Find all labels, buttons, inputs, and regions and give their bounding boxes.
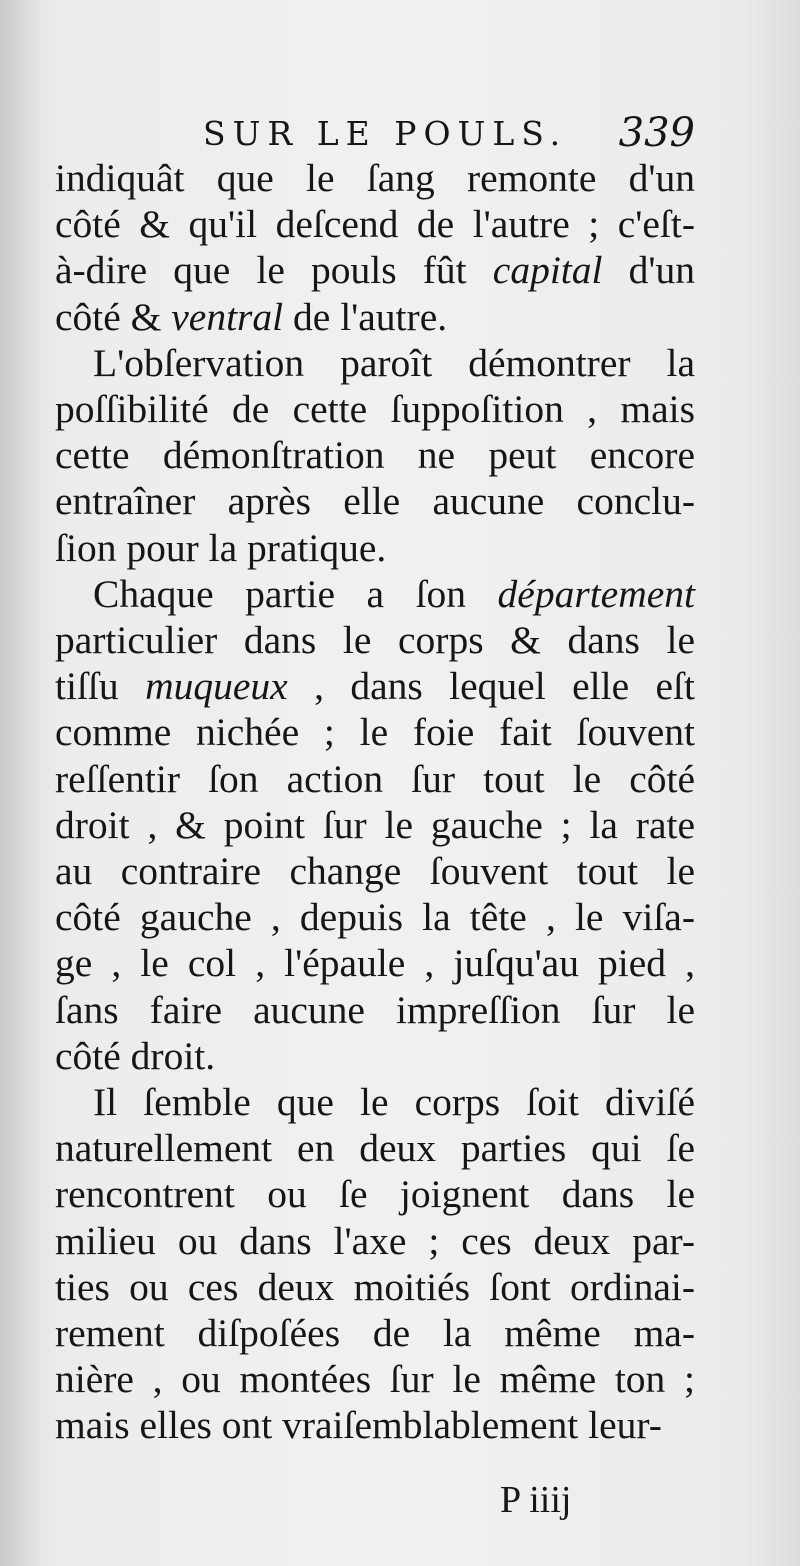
text-line: particulier dans le corps & dans le	[55, 618, 695, 663]
text-line: milieu ou dans l'axe ; ces deux par-	[55, 1218, 695, 1263]
text-run: Chaque partie a ſon	[93, 571, 498, 616]
text-line: ſans faire aucune impreſſion ſur le	[55, 987, 695, 1032]
text-line: L'obſervation paroît démontrer la	[93, 340, 695, 385]
text-line: mais elles ont vraiſemblablement leur-	[55, 1403, 662, 1448]
italic-term: capital	[492, 248, 603, 293]
text-line: ſion pour la pratique.	[55, 525, 387, 570]
text-line: droit , & point ſur le gauche ; la rate	[55, 802, 695, 847]
text-line: poſſibilité de cette ſuppoſition , mais	[55, 387, 695, 432]
paragraph	[55, 155, 695, 340]
text-line: indiquât que le ſang remonte d'un	[55, 156, 695, 200]
text-run: de l'autre.	[283, 294, 448, 339]
text-line: côté droit.	[55, 1033, 216, 1078]
text-run: à-dire que le pouls fût	[55, 248, 493, 293]
text-line: au contraire change ſouvent tout le	[55, 849, 695, 894]
text-line: côté & qu'il deſcend de l'autre ; c'eſt-	[55, 202, 695, 247]
text-run: d'un	[602, 248, 695, 293]
text-line: ties ou ces deux moitiés ſont ordinai-	[55, 1264, 695, 1309]
paragraph	[55, 1079, 695, 1449]
text-line: reſſentir ſon action ſur tout le côté	[55, 756, 695, 801]
text-line: cette démonſtration ne peut encore	[55, 433, 695, 478]
text-run: tiſſu	[55, 664, 146, 709]
text-run: , dans lequel elle eſt	[287, 664, 695, 709]
text-line: nière , ou montées ſur le même ton ;	[55, 1357, 695, 1402]
running-title: SUR LE POULS.	[203, 114, 568, 153]
text-line: rencontrent ou ſe joignent dans le	[55, 1172, 695, 1217]
text-line	[55, 571, 695, 617]
text-line: ge , le col , l'épaule , juſqu'au pied ,	[55, 941, 695, 986]
italic-term: ventral	[171, 294, 284, 339]
paragraph	[55, 340, 695, 571]
running-head	[55, 108, 695, 158]
italic-term: muqueux	[145, 664, 288, 709]
text-line: comme nichée ; le foie fait ſouvent	[55, 710, 695, 755]
text-line: naturellement en deux parties qui ſe	[55, 1126, 695, 1171]
text-line: Il ſemble que le corps ſoit diviſé	[93, 1080, 695, 1125]
text-line: côté gauche , depuis la tête , le viſa-	[55, 895, 695, 940]
text-line: rement diſpoſées de la même ma-	[55, 1311, 695, 1356]
body-text	[55, 155, 695, 1449]
paragraph	[55, 571, 695, 1079]
text-line: entraîner après elle aucune conclu-	[55, 479, 695, 524]
signature-mark: P iiij	[500, 1479, 572, 1521]
text-line	[55, 247, 695, 293]
italic-term: département	[497, 571, 695, 616]
text-line	[55, 663, 695, 709]
text-line	[55, 294, 695, 340]
text-run: côté &	[55, 294, 172, 339]
page-number: 339	[618, 110, 695, 156]
page-gutter	[0, 0, 38, 1566]
